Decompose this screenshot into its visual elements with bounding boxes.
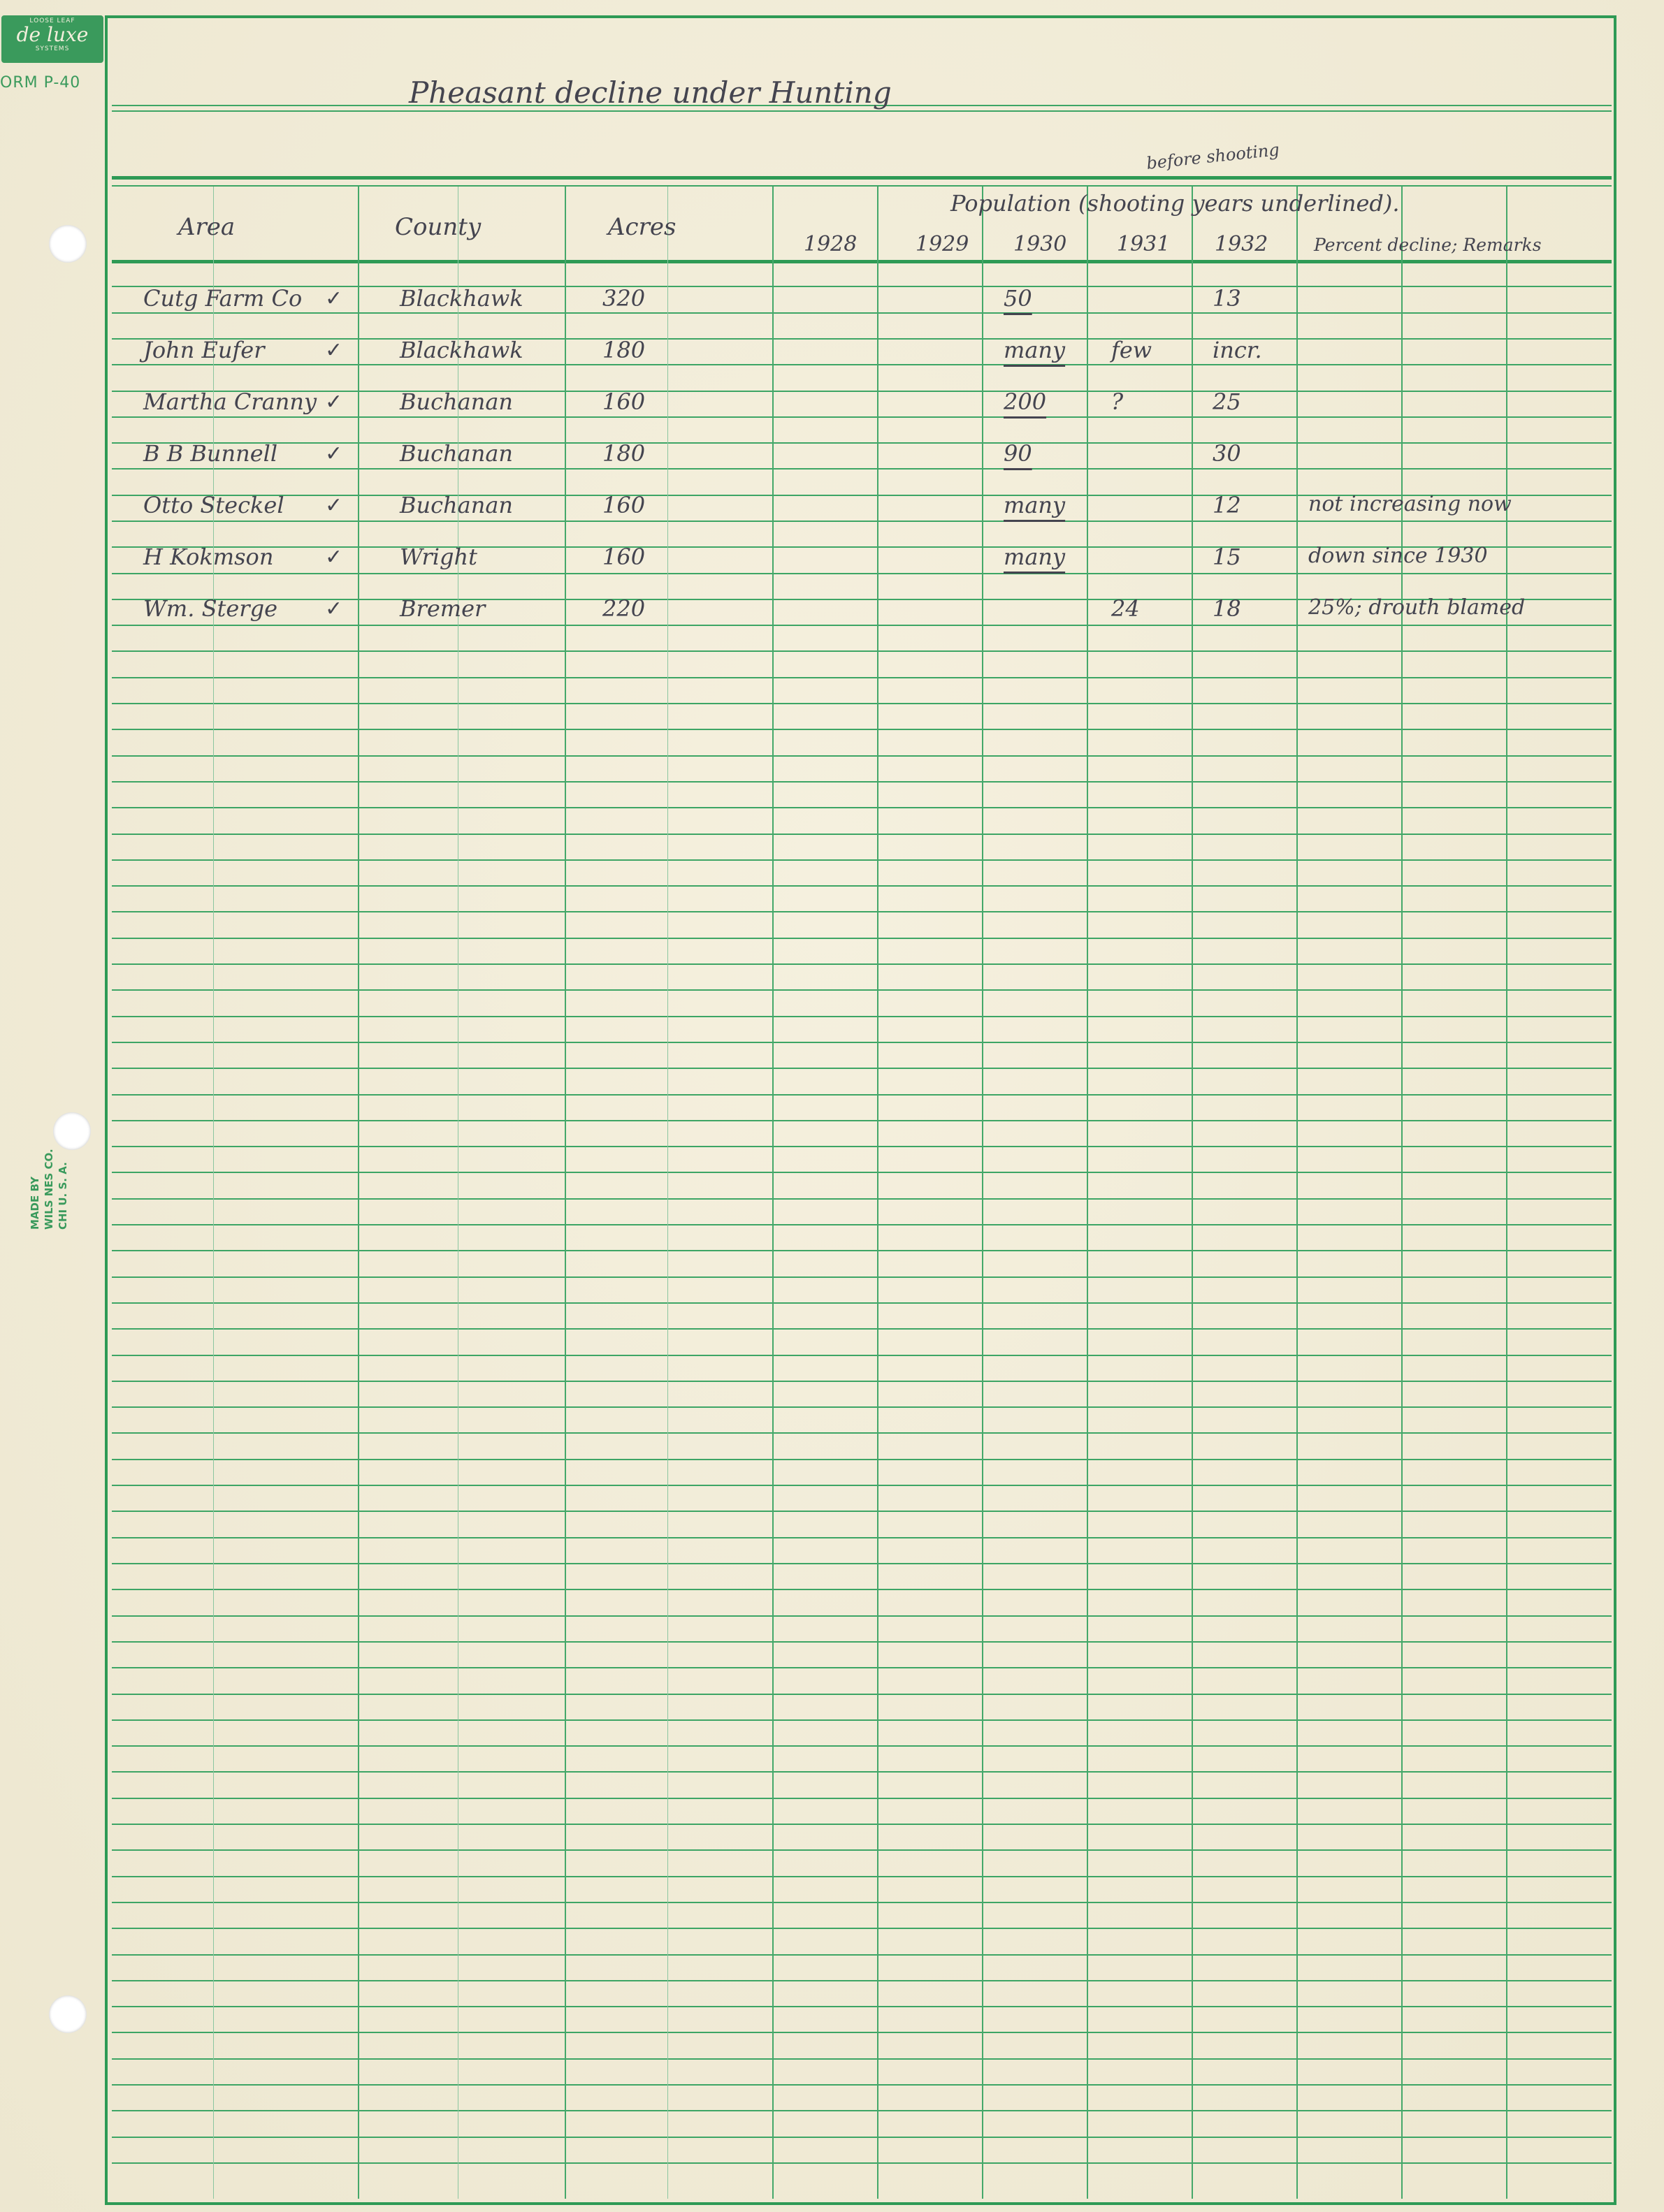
grid-row-line bbox=[112, 312, 1612, 314]
grid-row-line bbox=[112, 1485, 1612, 1486]
grid-row-line bbox=[112, 185, 1612, 187]
grid-column-line bbox=[1087, 187, 1088, 2199]
row-2-y1932: incr. bbox=[1213, 337, 1262, 363]
brand-name: de luxe bbox=[16, 23, 89, 46]
binder-hole-bottom bbox=[49, 1995, 87, 2033]
brand-top-text: LOOSE LEAF bbox=[29, 17, 75, 24]
row-5-county: Buchanan bbox=[400, 492, 514, 518]
grid-column-line bbox=[1401, 187, 1403, 2199]
column-header-acres: Acres bbox=[608, 213, 677, 241]
column-header-area: Area bbox=[178, 213, 236, 241]
grid-row-line bbox=[112, 781, 1612, 783]
brand-logo bbox=[1, 15, 103, 63]
grid-row-line bbox=[112, 989, 1612, 991]
row-1-county: Blackhawk bbox=[400, 285, 523, 312]
row-5-y1930: many bbox=[1004, 492, 1066, 518]
grid-row-line bbox=[112, 2162, 1612, 2164]
row-6-remarks: down since 1930 bbox=[1308, 544, 1488, 568]
grid-row-line bbox=[112, 807, 1612, 808]
grid-row-line bbox=[112, 110, 1612, 112]
grid-row-line bbox=[112, 1094, 1612, 1096]
row-3-y1931: ? bbox=[1111, 388, 1124, 415]
grid-row-line bbox=[112, 1016, 1612, 1017]
row-6-y1930: many bbox=[1004, 544, 1066, 570]
row-2-check-icon: ✓ bbox=[325, 338, 343, 363]
column-header-1929: 1929 bbox=[916, 232, 969, 256]
column-header-1930: 1930 bbox=[1013, 232, 1067, 256]
grid-row-line bbox=[112, 859, 1612, 861]
header-note: before shooting bbox=[1145, 140, 1280, 173]
grid-row-line bbox=[112, 1876, 1612, 1877]
grid-row-line bbox=[112, 938, 1612, 939]
grid-row-line bbox=[112, 834, 1612, 835]
grid-row-line bbox=[112, 2084, 1612, 2086]
grid-row-line bbox=[112, 1589, 1612, 1590]
binder-hole-middle bbox=[53, 1112, 91, 1150]
grid-row-line bbox=[112, 1459, 1612, 1460]
grid-row-line bbox=[112, 963, 1612, 965]
grid-row-line bbox=[112, 1798, 1612, 1799]
row-5-area: Otto Steckel bbox=[143, 492, 284, 518]
grid-column-line bbox=[667, 187, 668, 2199]
row-7-y1931: 24 bbox=[1111, 595, 1140, 622]
grid-row-line bbox=[112, 1302, 1612, 1304]
grid-row-line bbox=[112, 1042, 1612, 1043]
column-header-1931: 1931 bbox=[1117, 232, 1171, 256]
grid-column-line bbox=[1296, 187, 1298, 2199]
grid-row-line bbox=[112, 260, 1612, 263]
row-1-check-icon: ✓ bbox=[325, 286, 343, 311]
form-number: ORM P-40 bbox=[0, 74, 81, 92]
maker-line-2: WILS NES CO. bbox=[43, 1149, 55, 1230]
grid-row-line bbox=[112, 1250, 1612, 1251]
grid-row-line bbox=[112, 1146, 1612, 1147]
row-1-acres: 320 bbox=[602, 285, 646, 312]
grid-row-line bbox=[112, 1980, 1612, 1981]
population-header: Population (shooting years underlined). bbox=[950, 190, 1400, 217]
grid-row-line bbox=[112, 1172, 1612, 1173]
row-6-check-icon: ✓ bbox=[325, 545, 343, 569]
row-7-acres: 220 bbox=[602, 595, 646, 622]
grid-row-line bbox=[112, 2006, 1612, 2007]
maker-line-3: CHI U. S. A. bbox=[57, 1162, 69, 1230]
grid-row-line bbox=[112, 885, 1612, 887]
grid-row-line bbox=[112, 1849, 1612, 1851]
grid-row-line bbox=[112, 176, 1612, 180]
row-4-y1932: 30 bbox=[1213, 440, 1241, 467]
row-6-county: Wright bbox=[400, 544, 477, 570]
grid-row-line bbox=[112, 2137, 1612, 2138]
grid-row-line bbox=[112, 1771, 1612, 1773]
grid-row-line bbox=[112, 703, 1612, 704]
row-5-check-icon: ✓ bbox=[325, 493, 343, 518]
row-1-y1930: 50 bbox=[1004, 285, 1032, 312]
grid-column-line bbox=[1192, 187, 1193, 2199]
grid-column-line bbox=[1506, 187, 1507, 2199]
grid-row-line bbox=[112, 1902, 1612, 1903]
grid-column-line bbox=[877, 187, 878, 2199]
row-4-acres: 180 bbox=[602, 440, 646, 467]
row-7-remarks: 25%; drouth blamed bbox=[1308, 595, 1526, 620]
column-header-1932: 1932 bbox=[1215, 232, 1268, 256]
row-3-area: Martha Cranny bbox=[143, 388, 317, 415]
grid-row-line bbox=[112, 521, 1612, 522]
grid-row-line bbox=[112, 1381, 1612, 1382]
column-header-remarks: Percent decline; Remarks bbox=[1314, 235, 1542, 255]
row-6-y1932: 15 bbox=[1213, 544, 1241, 570]
grid-column-line bbox=[358, 187, 359, 2199]
row-4-county: Buchanan bbox=[400, 440, 514, 467]
grid-row-line bbox=[112, 2110, 1612, 2111]
row-2-county: Blackhawk bbox=[400, 337, 523, 363]
grid-row-line bbox=[112, 729, 1612, 730]
grid-row-line bbox=[112, 1276, 1612, 1278]
grid-row-line bbox=[112, 1068, 1612, 1069]
grid-row-line bbox=[112, 416, 1612, 418]
grid-row-line bbox=[112, 573, 1612, 574]
grid-row-line bbox=[112, 677, 1612, 678]
grid-row-line bbox=[112, 1511, 1612, 1512]
grid-row-line bbox=[112, 1745, 1612, 1747]
row-3-check-icon: ✓ bbox=[325, 390, 343, 414]
grid-row-line bbox=[112, 1824, 1612, 1825]
grid-row-line bbox=[112, 1694, 1612, 1695]
row-1-y1932: 13 bbox=[1213, 285, 1241, 312]
grid-row-line bbox=[112, 364, 1612, 365]
row-4-check-icon: ✓ bbox=[325, 442, 343, 466]
row-3-acres: 160 bbox=[602, 388, 646, 415]
grid-row-line bbox=[112, 1224, 1612, 1225]
row-7-check-icon: ✓ bbox=[325, 597, 343, 621]
row-2-y1931: few bbox=[1111, 337, 1152, 363]
grid-column-line bbox=[982, 187, 983, 2199]
row-5-remarks: not increasing now bbox=[1308, 492, 1512, 516]
grid-row-line bbox=[112, 468, 1612, 470]
row-6-area: H Kokmson bbox=[143, 544, 274, 570]
row-3-county: Buchanan bbox=[400, 388, 514, 415]
grid-row-line bbox=[112, 1355, 1612, 1356]
row-5-y1932: 12 bbox=[1213, 492, 1241, 518]
grid-row-line bbox=[112, 625, 1612, 626]
grid-row-line bbox=[112, 1563, 1612, 1564]
grid-row-line bbox=[112, 1615, 1612, 1617]
row-3-y1932: 25 bbox=[1213, 388, 1241, 415]
grid-row-line bbox=[112, 755, 1612, 757]
column-header-1928: 1928 bbox=[804, 232, 858, 256]
row-2-area: John Eufer bbox=[143, 337, 265, 363]
row-5-acres: 160 bbox=[602, 492, 646, 518]
row-6-acres: 160 bbox=[602, 544, 646, 570]
column-header-county: County bbox=[395, 213, 482, 241]
row-4-y1930: 90 bbox=[1004, 440, 1032, 467]
row-2-acres: 180 bbox=[602, 337, 646, 363]
grid-row-line bbox=[112, 1198, 1612, 1200]
grid-row-line bbox=[112, 911, 1612, 912]
row-4-area: B B Bunnell bbox=[143, 440, 278, 467]
row-7-county: Bremer bbox=[400, 595, 486, 622]
brand-bottom-text: SYSTEMS bbox=[35, 45, 70, 52]
grid-row-line bbox=[112, 1328, 1612, 1330]
grid-column-line bbox=[772, 187, 774, 2199]
grid-column-line bbox=[213, 187, 214, 2199]
grid-row-line bbox=[112, 1406, 1612, 1408]
grid-column-line bbox=[565, 187, 566, 2199]
maker-line-1: MADE BY bbox=[29, 1177, 41, 1230]
grid-row-line bbox=[112, 2058, 1612, 2060]
row-7-y1932: 18 bbox=[1213, 595, 1241, 622]
binder-hole-top bbox=[49, 225, 87, 263]
grid-row-line bbox=[112, 1667, 1612, 1668]
row-1-area: Cutg Farm Co bbox=[143, 285, 303, 312]
grid-row-line bbox=[112, 1120, 1612, 1121]
row-3-y1930: 200 bbox=[1004, 388, 1047, 415]
grid-row-line bbox=[112, 1928, 1612, 1929]
grid-row-line bbox=[112, 1641, 1612, 1643]
row-7-area: Wm. Sterge bbox=[143, 595, 278, 622]
grid-row-line bbox=[112, 650, 1612, 652]
grid-row-line bbox=[112, 1719, 1612, 1721]
grid-row-line bbox=[112, 2032, 1612, 2033]
grid-row-line bbox=[112, 1432, 1612, 1434]
grid-row-line bbox=[112, 1954, 1612, 1956]
sheet-title: Pheasant decline under Hunting bbox=[409, 75, 892, 110]
grid-row-line bbox=[112, 1537, 1612, 1538]
row-2-y1930: many bbox=[1004, 337, 1066, 363]
